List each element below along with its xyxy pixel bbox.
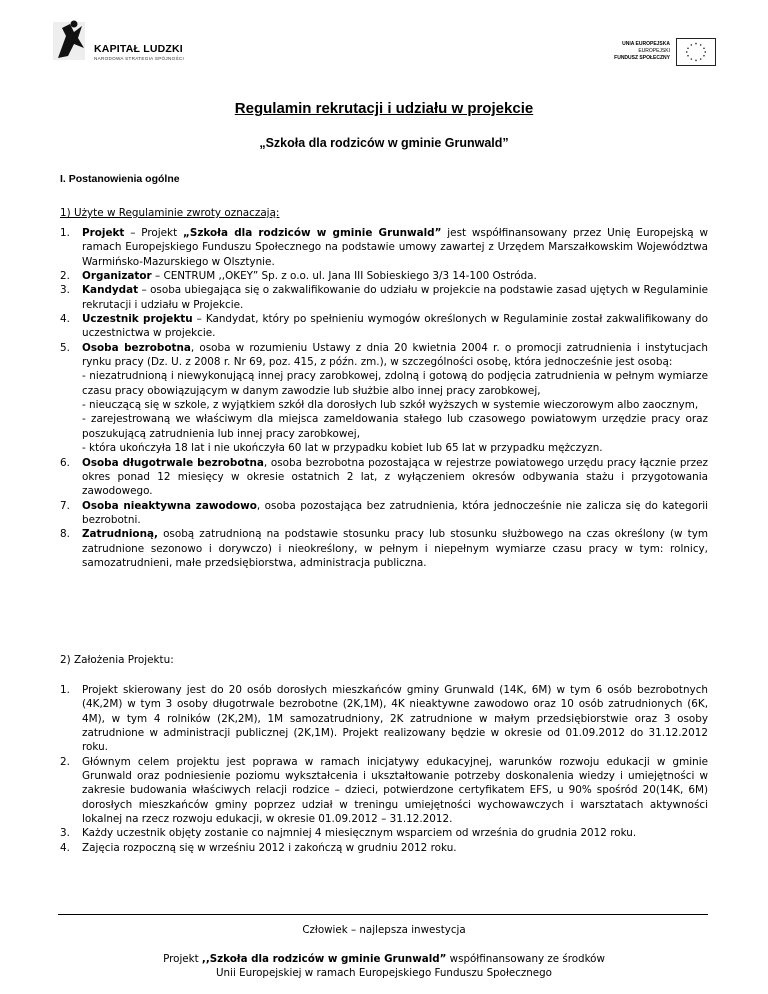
- list-item: 7. Osoba nieaktywna zawodowo, osoba pozostająca bez zatrudnienia, która jednocześnie nie zalicza się do kategorii bezrobotni.: [60, 499, 708, 526]
- list-item: 8. Zatrudnioną, osobą zatrudnioną na podstawie stosunku pracy lub stosunku służbowego na czas określony (w tym zatrudnione sezonowo i dorywczo) i nieokreślony, w pełnym i niepełnym wymiarze czasu pracy w tym: rolnicy, samozatrudnieni, małe przedsiębiorstwa, administracja publiczna.: [60, 528, 708, 569]
- document-title: Regulamin rekrutacji i udziału w projekcie: [234, 100, 534, 117]
- bullet-item: - niezatrudnioną i niewykonującą innej pracy zarobkowej, zdolną i gotową do podjęcia zatrudnienia w pełnym wymiarze czasu pracy obowiązującym w danym zawodzie lub służbie albo innej pracy zarobkowej,: [82, 370, 708, 397]
- eu-flag-icon: [676, 38, 716, 66]
- footer-slogan: Człowiek – najlepsza inwestycja: [302, 924, 466, 936]
- eu-logo-line3: FUNDUSZ SPOŁECZNY: [614, 55, 670, 61]
- list-item: 2. Organizator – CENTRUM ,,OKEY” Sp. z o.o. ul. Jana III Sobieskiego 3/3 14-100 Ostróda.: [60, 270, 537, 283]
- list-item: 1. Projekt – Projekt „Szkoła dla rodziców w gminie Grunwald” jest współfinansowany przez Unię Europejską w ramach Europejskiego Funduszu Społecznego na podstawie umowy zawartej z Urzędem Marszałkowskim Województwa Warmińsko-Mazurskiego w Olsztynie.: [60, 227, 709, 268]
- list-item: 3. Każdy uczestnik objęty zostanie co najmniej 4 miesięcznym wsparciem od września do grudnia 2012 roku.: [60, 827, 637, 840]
- bullet-item: - która ukończyła 18 lat i nie ukończyła 60 lat w przypadku kobiet lub 65 lat w przypadku mężczyzn.: [82, 442, 603, 455]
- eu-logo-line2: EUROPEJSKI: [638, 48, 670, 54]
- definitions-heading: 1) Użyte w Regulaminie zwroty oznaczają:: [60, 207, 280, 219]
- kapital-ludzki-logo: [52, 18, 227, 68]
- list-item: 4. Zajęcia rozpoczną się w wrześniu 2012 i zakończą w grudniu 2012 roku.: [60, 841, 457, 854]
- project-assumptions-heading: 2) Założenia Projektu:: [60, 654, 174, 666]
- footer-funding-note: Projekt ,,Szkoła dla rodziców w gminie Grunwald” współfinansowany ze środków Unii Europejskiej w ramach Europejskiego Funduszu Społecznego: [163, 953, 605, 979]
- footer-divider: [58, 914, 708, 915]
- kapital-ludzki-emblem-icon: [52, 18, 90, 62]
- eu-logo-text: [600, 41, 670, 62]
- eu-logo-line1: UNIA EUROPEJSKA: [622, 41, 670, 47]
- bullet-item: - nieuczącą się w szkole, z wyjątkiem szkół dla dorosłych lub szkół wyższych w systemie wieczorowym albo zaocznym,: [82, 399, 699, 412]
- bullet-item: - zarejestrowaną we właściwym dla miejsca zameldowania stałego lub czasowego powiatowym urzędzie pracy oraz poszukującą zatrudnienia lub innej pracy zarobkowej,: [82, 413, 708, 440]
- list-item: 2. Głównym celem projektu jest poprawa w ramach inicjatywy edukacyjnej, warunków rozwoju edukacji w gminie Grunwald oraz podniesienie poziomu wykształcenia i ukształtowanie potrzeby doskonalenia wiedzy i umiejętności w zakresie budowania właściwych relacji rodzice – dzieci, potwierdzone certyfikatem EFS, u 90% spośród 20(14K, 6M) dorosłych mieszkańców gminy poprzez udział w treningu umiejętności wychowawczych i warsztatach aktywności lokalnej na rzecz rozwoju edukacji, w okresie 01.09.2012 – 31.12.2012.: [60, 755, 708, 826]
- list-item: 3. Kandydat – osoba ubiegająca się o zakwalifikowanie do udziału w projekcie na podstawie zasad ujętych w Regulaminie rekrutacji i udziału w Projekcie.: [60, 284, 708, 311]
- kapital-ludzki-title: KAPITAŁ LUDZKI: [94, 43, 183, 55]
- list-item: 5. Osoba bezrobotna, osoba w rozumieniu Ustawy z dnia 20 kwietnia 2004 r. o promocji zatrudnienia i instytucjach rynku pracy (Dz. U. z 2008 r. Nr 69, poz. 415, z późn. zm.), w szczególności osobę, która jednocześnie jest osobą: - niezatrudnioną i niewykonującą innej pracy zarobkowej, zdolną i gotową do podjęcia zatrudnienia w pełnym wymiarze czasu pracy obowiązującym w danym zawodzie lub służbie albo innej pracy zarobkowej, - nieuczącą się w szkole, z wyjątkiem szkół dla dorosłych lub szkół wyższych w systemie wieczorowym albo zaocznym, - zarejestrowaną we właściwym dla miejsca zameldowania stałego lub czasowego powiatowym urzędzie pracy oraz poszukującą zatrudnienia lub innej pracy zarobkowej, - która ukończyła 18 lat i nie ukończyła 60 lat w przypadku kobiet lub 65 lat w przypadku mężczyzn.: [60, 341, 708, 455]
- document-subtitle: „Szkoła dla rodziców w gminie Grunwald”: [259, 136, 509, 150]
- assumptions-list: [60, 683, 708, 855]
- list-item: 4. Uczestnik projektu – Kandydat, który po spełnieniu wymogów określonych w Regulaminie został zakwalifikowany do uczestnictwa w projekcie.: [60, 313, 708, 340]
- list-item: 1. Projekt skierowany jest do 20 osób dorosłych mieszkańców gminy Grunwald (14K, 6M) w tym 6 osób bezrobotnych (4K,2M) w tym 3 osoby długotrwale bezrobotne (2K,1M), 4K nieaktywne zawodowo oraz 10 osób zatrudnionych (6K, 4M), w tym 4 rolników (2K,2M), 1M samozatrudniony, 2K zatrudnione w małym przedsiębiorstwie oraz 3 osoby zatrudnione w administracji publicznej (2K,1M). Projekt realizowany będzie w okresie od 01.09.2012 do 31.12.2012 roku.: [60, 684, 708, 754]
- definitions-list: [60, 226, 708, 570]
- kapital-ludzki-subtitle: NARODOWA STRATEGIA SPÓJNOŚCI: [94, 56, 185, 61]
- eu-logo: [600, 36, 715, 72]
- section-heading: I. Postanowienia ogólne: [60, 173, 180, 185]
- list-item: 6. Osoba długotrwale bezrobotna, osoba bezrobotna pozostająca w rejestrze powiatowego urzędu pracy łącznie przez okres ponad 12 miesięcy w okresie ostatnich 2 lat, z wyłączeniem okresów odbywania stażu i przygotowania zawodowego.: [60, 456, 708, 498]
